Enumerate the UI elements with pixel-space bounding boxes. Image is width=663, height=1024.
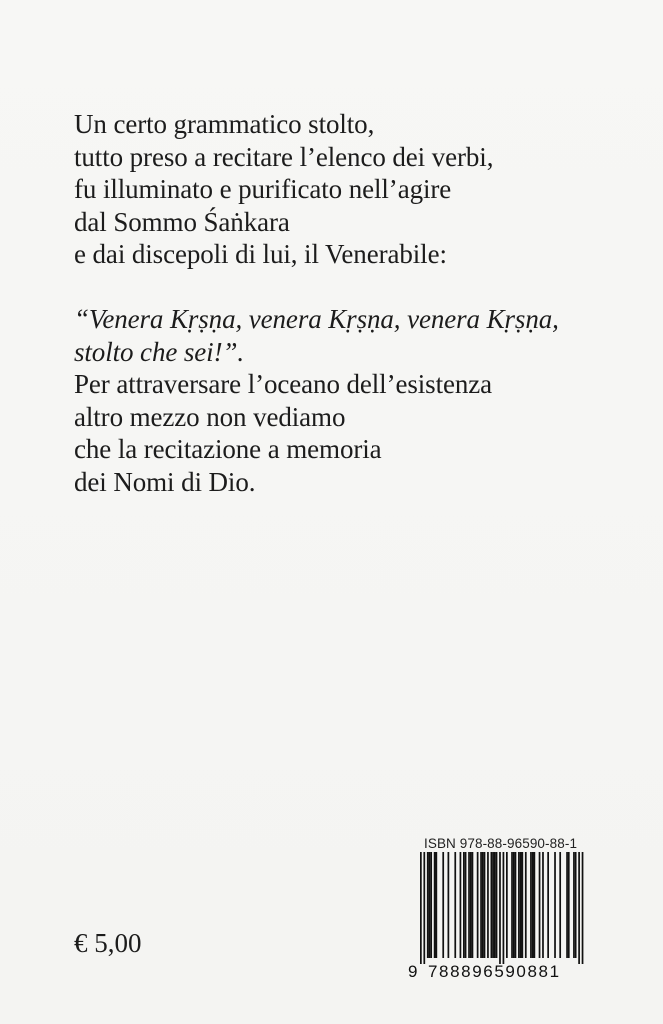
barcode-bar xyxy=(482,852,484,958)
barcode-bar xyxy=(534,852,536,958)
poem-line: altro mezzo non vediamo xyxy=(74,401,346,432)
quote-line: stolto che sei!”. xyxy=(74,336,245,367)
barcode-bar xyxy=(542,852,544,958)
barcode-bar xyxy=(480,852,482,958)
barcode-bar xyxy=(539,852,541,958)
barcode-bar xyxy=(499,852,501,964)
price-label: € 5,00 xyxy=(74,928,142,958)
poem-text xyxy=(74,108,634,499)
barcode-bar xyxy=(430,852,432,958)
barcode-bar xyxy=(575,852,577,958)
barcode-bar xyxy=(442,852,444,958)
barcode-bar xyxy=(465,852,467,958)
barcode-bar xyxy=(454,852,456,958)
poem-line: Un certo grammatico stolto, xyxy=(74,109,375,139)
barcode-bar xyxy=(547,852,549,958)
barcode-bar xyxy=(496,852,498,958)
barcode-bar xyxy=(434,852,436,958)
barcode-bar xyxy=(511,852,513,958)
barcode-bar xyxy=(494,852,496,958)
barcode-bar xyxy=(491,852,493,958)
barcode-bar xyxy=(520,852,522,958)
quote-stanza xyxy=(74,303,634,368)
poem-line: che la recitazione a memoria xyxy=(74,434,382,465)
barcode-bar xyxy=(468,852,470,958)
barcode-bar xyxy=(492,852,494,958)
barcode-bar xyxy=(559,852,561,958)
isbn-label: ISBN 978-88-96590-88-1 xyxy=(424,836,578,851)
barcode-bar xyxy=(518,852,520,958)
poem-line: dal Sommo Śaṅkara xyxy=(74,206,290,237)
barcode-graphic xyxy=(408,852,592,964)
barcode-bar xyxy=(460,852,462,958)
poem-line: tutto preso a recitare l’elenco dei verbi, xyxy=(74,141,494,172)
poem-line: dei Nomi di Dio. xyxy=(74,466,256,497)
barcode-bar xyxy=(427,852,429,958)
barcode-bar xyxy=(435,852,437,958)
barcode-bar xyxy=(525,852,527,958)
barcode-bar xyxy=(477,852,479,958)
barcode-bar xyxy=(582,852,584,964)
barcode-bar xyxy=(463,852,465,958)
stanza-2 xyxy=(74,368,634,498)
barcode-bar xyxy=(513,852,515,958)
barcode-bar xyxy=(448,852,450,958)
barcode-bar xyxy=(578,852,580,964)
barcode-bar xyxy=(568,852,570,958)
barcode-bar xyxy=(566,852,568,958)
barcode-digits: 788896590881 xyxy=(428,962,561,981)
quote-line: “Venera Kṛṣṇa, venera Kṛṣṇa, venera Kṛṣṇa, xyxy=(74,303,559,334)
barcode-bar xyxy=(420,852,422,964)
barcode-bar xyxy=(472,852,474,958)
barcode-bar xyxy=(532,852,534,958)
barcode-bar xyxy=(487,852,489,958)
barcode-bar xyxy=(470,852,472,958)
barcode-bar xyxy=(573,852,575,958)
barcode-bar xyxy=(503,852,505,964)
barcode xyxy=(408,852,592,980)
barcode-bar xyxy=(515,852,517,958)
barcode-bar xyxy=(484,852,486,958)
barcode-bar xyxy=(423,852,425,964)
barcode-bar xyxy=(554,852,556,958)
barcode-bar xyxy=(506,852,508,958)
barcode-bar xyxy=(521,852,523,958)
poem-line: fu illuminato e purificato nell’agire xyxy=(74,174,452,205)
barcode-bar xyxy=(429,852,431,958)
stanza-1 xyxy=(74,108,634,271)
barcode-bar xyxy=(530,852,532,958)
poem-line: Per attraversare l’oceano dell’esistenza xyxy=(74,369,493,400)
poem-line: e dai discepoli di lui, il Venerabile: xyxy=(74,239,447,270)
barcode-lead-digit: 9 xyxy=(408,962,418,981)
